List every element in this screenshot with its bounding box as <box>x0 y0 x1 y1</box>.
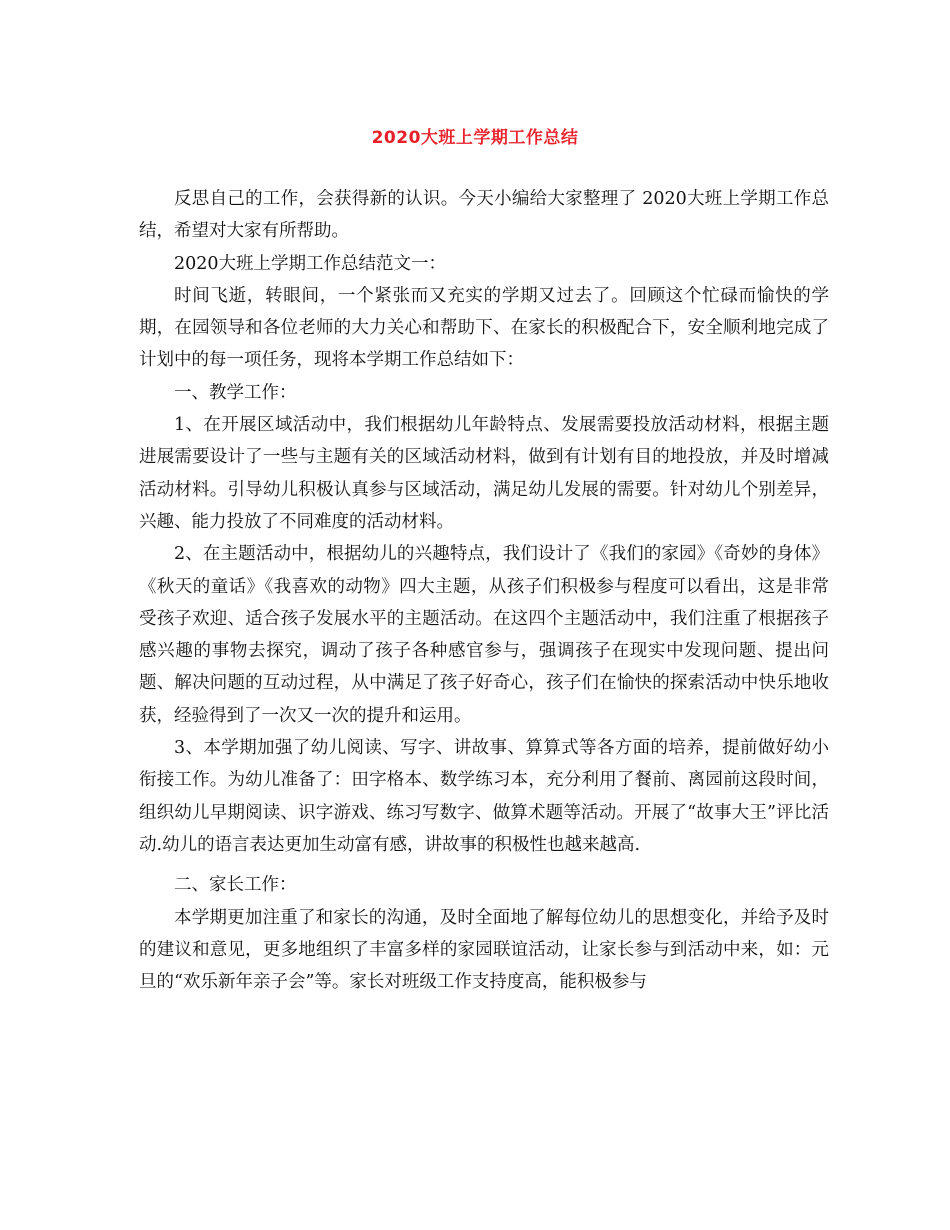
document-title: 2020大班上学期工作总结 <box>371 128 579 148</box>
paragraph-opening: 时间飞逝，转眼间，一个紧张而又充实的学期又过去了。回顾这个忙碌而愉快的学期，在园领导和各位老师的大力关心和帮助下、在家长的积极配合下，安全顺利地完成了计划中的每一项任务，现将本学期工作总结如下： <box>139 285 829 371</box>
paragraph-sample-heading: 2020大班上学期工作总结范文一： <box>174 253 447 274</box>
paragraph-teaching-2: 2、在主题活动中，根据幼儿的兴趣特点，我们设计了《我们的家园》《奇妙的身体》《秋天的童话》《我喜欢的动物》四大主题，从孩子们积极参与程度可以看出，这是非常受孩子欢迎、适合孩子发展水平的主题活动。在这四个主题活动中，我们注重了根据孩子感兴趣的事物去探究，调动了孩子各种感官参与，强调孩子在现实中发现问题、提出问题、解决问题的互动过程，从中满足了孩子好奇心，孩子们在愉快的探索活动中快乐地收获，经验得到了一次又一次的提升和运用。 <box>139 544 829 726</box>
paragraph-intro: 反思自己的工作，会获得新的认识。今天小编给大家整理了 2020大班上学期工作总结，希望对大家有所帮助。 <box>139 189 829 242</box>
document-body <box>139 183 829 998</box>
section-heading-teaching: 一、教学工作： <box>174 382 297 403</box>
paragraph-parents: 本学期更加注重了和家长的沟通，及时全面地了解每位幼儿的思想变化，并给予及时的建议和意见，更多地组织了丰富多样的家园联谊活动，让家长参与到活动中来，如：元旦的“欢乐新年亲子会”等。家长对班级工作支持度高，能积极参与 <box>139 907 829 993</box>
section-heading-parents: 二、家长工作： <box>174 875 297 896</box>
paragraph-teaching-1: 1、在开展区域活动中，我们根据幼儿年龄特点、发展需要投放活动材料，根据主题进展需要设计了一些与主题有关的区域活动材料，做到有计划有目的地投放，并及时增减活动材料。引导幼儿积极认真参与区域活动，满足幼儿发展的需要。针对幼儿个别差异，兴趣、能力投放了不同难度的活动材料。 <box>139 415 829 532</box>
paragraph-teaching-3: 3、本学期加强了幼儿阅读、写字、讲故事、算算式等各方面的培养，提前做好幼小衔接工作。为幼儿准备了：田字格本、数学练习本，充分利用了餐前、离园前这段时间，组织幼儿早期阅读、识字游戏、练习写数字、做算术题等活动。开展了“故事大王”评比活动.幼儿的语言表达更加生动富有感，讲故事的积极性也越来越高. <box>139 738 829 855</box>
